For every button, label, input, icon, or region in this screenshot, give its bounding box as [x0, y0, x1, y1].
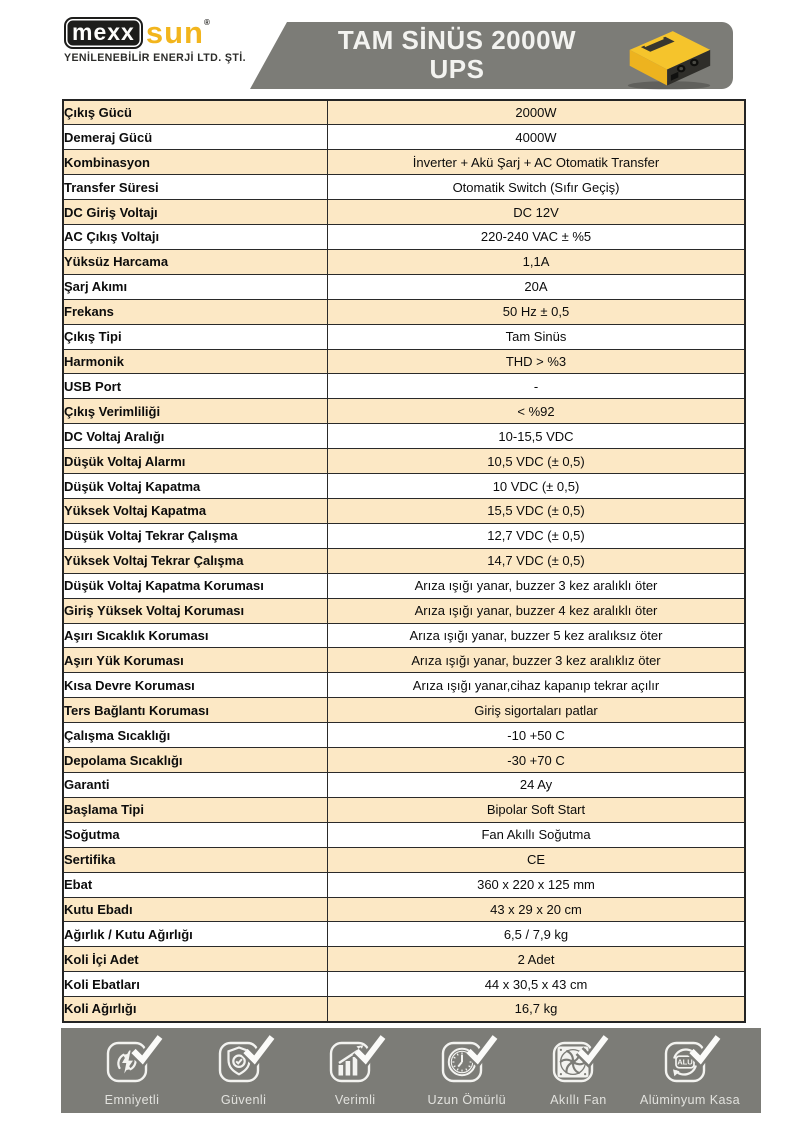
- table-row: [63, 175, 745, 200]
- spec-label: Düşük Voltaj Alarmı: [63, 449, 328, 474]
- feature-tile: [414, 1034, 520, 1107]
- table-row: [63, 374, 745, 399]
- spec-label: Soğutma: [63, 822, 328, 847]
- feature-label: Emniyetli: [104, 1093, 160, 1107]
- table-row: [63, 673, 745, 698]
- table-row: [63, 125, 745, 150]
- spec-label: Çalışma Sıcaklığı: [63, 723, 328, 748]
- feature-label: Uzun Ömürlü: [427, 1093, 507, 1107]
- table-row: [63, 748, 745, 773]
- feature-label: Alüminyum Kasa: [639, 1093, 741, 1107]
- spec-label: Ağırlık / Kutu Ağırlığı: [63, 922, 328, 947]
- spec-value: Arıza ışığı yanar,cihaz kapanıp tekrar açılır: [328, 673, 746, 698]
- spec-label: Ters Bağlantı Koruması: [63, 698, 328, 723]
- spec-label: Ebat: [63, 872, 328, 897]
- spec-value: 220-240 VAC ± %5: [328, 225, 746, 250]
- table-row: [63, 349, 745, 374]
- title-banner: [250, 22, 733, 89]
- table-row: [63, 573, 745, 598]
- registered-mark: ®: [203, 18, 211, 27]
- table-row: [63, 922, 745, 947]
- table-row: [63, 822, 745, 847]
- spec-label: Kısa Devre Koruması: [63, 673, 328, 698]
- spec-label: Aşırı Sıcaklık Koruması: [63, 623, 328, 648]
- spec-value: Fan Akıllı Soğutma: [328, 822, 746, 847]
- spec-value: 14,7 VDC (± 0,5): [328, 548, 746, 573]
- spec-value: 4000W: [328, 125, 746, 150]
- spec-label: Giriş Yüksek Voltaj Koruması: [63, 598, 328, 623]
- table-row: [63, 772, 745, 797]
- spec-label: Yüksek Voltaj Kapatma: [63, 499, 328, 524]
- table-row: [63, 847, 745, 872]
- table-row: [63, 299, 745, 324]
- spec-label: Garanti: [63, 772, 328, 797]
- table-row: [63, 399, 745, 424]
- spec-label: Kombinasyon: [63, 150, 328, 175]
- spec-value: Tam Sinüs: [328, 324, 746, 349]
- spec-value: 43 x 29 x 20 cm: [328, 897, 746, 922]
- product-title: [292, 26, 622, 84]
- spec-label: Düşük Voltaj Tekrar Çalışma: [63, 523, 328, 548]
- spec-value: 12,7 VDC (± 0,5): [328, 523, 746, 548]
- table-row: [63, 424, 745, 449]
- spec-value: 50 Hz ± 0,5: [328, 299, 746, 324]
- feature-label: Güvenli: [220, 1093, 267, 1107]
- spec-label: Başlama Tipi: [63, 797, 328, 822]
- spec-label: Frekans: [63, 299, 328, 324]
- spec-value: 6,5 / 7,9 kg: [328, 922, 746, 947]
- table-row: [63, 225, 745, 250]
- spec-value: Arıza ışığı yanar, buzzer 5 kez aralıksız öter: [328, 623, 746, 648]
- table-row: [63, 598, 745, 623]
- spec-label: Çıkış Tipi: [63, 324, 328, 349]
- spec-value: 2 Adet: [328, 947, 746, 972]
- shield-check-icon: [211, 1034, 277, 1092]
- table-row: [63, 972, 745, 997]
- feature-tile: [302, 1034, 408, 1107]
- clock-icon: [434, 1034, 500, 1092]
- spec-table: [62, 99, 746, 1023]
- feature-label: Akıllı Fan: [550, 1093, 607, 1107]
- spec-label: Yüksüz Harcama: [63, 249, 328, 274]
- spec-value: 24 Ay: [328, 772, 746, 797]
- product-photo: [608, 19, 730, 92]
- spec-value: CE: [328, 847, 746, 872]
- footer-features: [61, 1028, 761, 1113]
- alu-text: ALU: [677, 1057, 693, 1067]
- chart-up-icon: [322, 1034, 388, 1092]
- spec-label: Aşırı Yük Koruması: [63, 648, 328, 673]
- spec-value: -10 +50 C: [328, 723, 746, 748]
- spec-label: Koli Ağırlığı: [63, 997, 328, 1022]
- spec-value: Arıza ışığı yanar, buzzer 3 kez aralıklı öter: [328, 573, 746, 598]
- spec-label: DC Voltaj Aralığı: [63, 424, 328, 449]
- spec-label: Çıkış Gücü: [63, 100, 328, 125]
- feature-label: Verimli: [334, 1093, 376, 1107]
- table-row: [63, 100, 745, 125]
- spec-label: Demeraj Gücü: [63, 125, 328, 150]
- table-row: [63, 474, 745, 499]
- spec-value: 20A: [328, 274, 746, 299]
- table-row: [63, 648, 745, 673]
- fan-icon: [545, 1034, 611, 1092]
- spec-label: Sertifika: [63, 847, 328, 872]
- table-row: [63, 523, 745, 548]
- table-row: [63, 548, 745, 573]
- header: [0, 0, 800, 97]
- table-row: [63, 274, 745, 299]
- spec-label: Depolama Sıcaklığı: [63, 748, 328, 773]
- spec-value: 44 x 30,5 x 43 cm: [328, 972, 746, 997]
- spec-label: Koli Ebatları: [63, 972, 328, 997]
- spec-value: 10-15,5 VDC: [328, 424, 746, 449]
- table-row: [63, 449, 745, 474]
- spec-value: 15,5 VDC (± 0,5): [328, 499, 746, 524]
- spec-value: Arıza ışığı yanar, buzzer 4 kez aralıklı öter: [328, 598, 746, 623]
- feature-tile: [525, 1034, 631, 1107]
- spec-label: Kutu Ebadı: [63, 897, 328, 922]
- spec-label: Çıkış Verimliliği: [63, 399, 328, 424]
- spec-label: AC Çıkış Voltajı: [63, 225, 328, 250]
- spec-value: THD > %3: [328, 349, 746, 374]
- table-row: [63, 200, 745, 225]
- spec-label: Koli İçi Adet: [63, 947, 328, 972]
- logo-tagline: YENİLENEBİLİR ENERJİ LTD. ŞTİ.: [64, 52, 246, 64]
- spec-value: Otomatik Switch (Sıfır Geçiş): [328, 175, 746, 200]
- table-row: [63, 723, 745, 748]
- spec-value: 360 x 220 x 125 mm: [328, 872, 746, 897]
- spec-value: < %92: [328, 399, 746, 424]
- table-row: [63, 499, 745, 524]
- table-row: [63, 997, 745, 1022]
- table-row: [63, 324, 745, 349]
- table-row: [63, 150, 745, 175]
- spec-value: DC 12V: [328, 200, 746, 225]
- spec-value: İnverter + Akü Şarj + AC Otomatik Transfer: [328, 150, 746, 175]
- spec-value: 2000W: [328, 100, 746, 125]
- product-title-line1: TAM SİNÜS 2000W: [337, 25, 577, 55]
- brand-row: [64, 17, 246, 49]
- spec-table-body: [63, 100, 745, 1022]
- spec-value: Giriş sigortaları patlar: [328, 698, 746, 723]
- table-row: [63, 698, 745, 723]
- alu-recycle-icon: [657, 1034, 723, 1092]
- table-row: [63, 623, 745, 648]
- feature-tile: [191, 1034, 297, 1107]
- logo-sun-text: sun®: [145, 15, 211, 50]
- spec-value: Bipolar Soft Start: [328, 797, 746, 822]
- table-row: [63, 947, 745, 972]
- spec-value: -: [328, 374, 746, 399]
- feature-tile: [79, 1034, 185, 1107]
- brand-logo: [64, 17, 246, 64]
- logo-mexx-text: mexx: [64, 17, 143, 49]
- spec-label: Şarj Akımı: [63, 274, 328, 299]
- energy-cycle-bolt-icon: [99, 1034, 165, 1092]
- table-row: [63, 249, 745, 274]
- spec-value: Arıza ışığı yanar, buzzer 3 kez aralıklız öter: [328, 648, 746, 673]
- spec-value: 10 VDC (± 0,5): [328, 474, 746, 499]
- spec-label: Harmonik: [63, 349, 328, 374]
- table-row: [63, 872, 745, 897]
- spec-label: Yüksek Voltaj Tekrar Çalışma: [63, 548, 328, 573]
- spec-label: DC Giriş Voltajı: [63, 200, 328, 225]
- feature-tile: [637, 1034, 743, 1107]
- spec-label: Düşük Voltaj Kapatma Koruması: [63, 573, 328, 598]
- spec-value: 1,1A: [328, 249, 746, 274]
- spec-label: USB Port: [63, 374, 328, 399]
- spec-label: Transfer Süresi: [63, 175, 328, 200]
- spec-value: 10,5 VDC (± 0,5): [328, 449, 746, 474]
- spec-label: Düşük Voltaj Kapatma: [63, 474, 328, 499]
- table-row: [63, 797, 745, 822]
- spec-value: -30 +70 C: [328, 748, 746, 773]
- table-row: [63, 897, 745, 922]
- spec-value: 16,7 kg: [328, 997, 746, 1022]
- product-title-line2: UPS: [429, 54, 485, 84]
